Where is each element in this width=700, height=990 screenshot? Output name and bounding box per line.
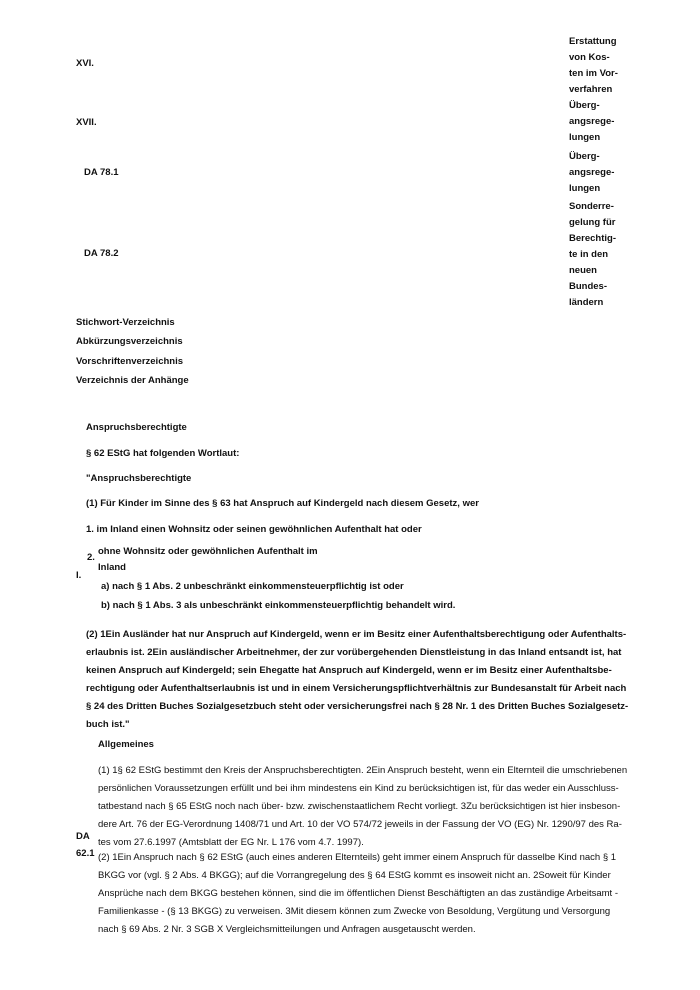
toc-da781-title — [569, 149, 614, 197]
subsection-heading: Allgemeines — [98, 739, 154, 750]
toc-da781-title-line: lungen — [569, 183, 601, 194]
law-paragraph-2-line: § 24 des Dritten Buches Sozialgesetzbuch steht oder versicherungsfrei nach § 28 Nr. 1 des Dritten Buches Sozialgesetz- — [86, 701, 629, 712]
toc-xvi-title-line: verfahren — [569, 84, 613, 95]
section-heading: Anspruchsberechtigte — [86, 422, 187, 433]
toc-xvii-number: XVII. — [76, 117, 97, 128]
toc-xvi-title-line: von Kos- — [569, 52, 610, 63]
toc-link-anhaenge[interactable]: Verzeichnis der Anhänge — [76, 374, 189, 386]
toc-link-stichwort[interactable]: Stichwort-Verzeichnis — [76, 317, 175, 328]
toc-link-vorschriften[interactable]: Vorschriftenverzeichnis — [76, 355, 184, 367]
toc-xvii-title-line: lungen — [569, 132, 601, 143]
quote-title: "Anspruchsberechtigte — [86, 473, 192, 484]
toc-da782-number: DA 78.2 — [84, 248, 119, 259]
law-item-2-text — [98, 544, 318, 576]
da-paragraph-1-line: tes vom 27.6.1997 (Amtsblatt der EG Nr. L 176 vom 4.7. 1997). — [98, 837, 364, 848]
toc-link-abkuerzungen[interactable]: Abkürzungsverzeichnis — [76, 336, 183, 348]
section-intro: § 62 EStG hat folgenden Wortlaut: — [86, 448, 240, 459]
da-paragraph-2-line: nach § 69 Abs. 2 Nr. 3 SGB X Vergleichsmitteilungen und Anfragen ausgetauscht werden. — [98, 924, 476, 935]
appendix-list — [76, 313, 189, 390]
da-paragraph-2 — [98, 849, 618, 939]
toc-da782-title-line: gelung für — [569, 217, 616, 228]
toc-da782-title-line: Sonderre- — [569, 201, 614, 212]
law-paragraph-1: (1) Für Kinder im Sinne des § 63 hat Anspruch auf Kindergeld nach diesem Gesetz, wer — [86, 498, 479, 509]
law-paragraph-2-line: buch ist." — [86, 719, 130, 730]
law-paragraph-2-line: rechtigung oder Aufenthaltserlaubnis ist und in einem Versicherungspflichtverhältnis zur Bundesanstalt für Arbeit nach — [86, 683, 627, 694]
toc-xvi-title-line: Erstattung — [569, 36, 617, 47]
toc-xvi-number: XVI. — [76, 58, 94, 69]
da-paragraph-2-line: Familienkasse - (§ 13 BKGG) zu verweisen. 3Mit diesem können zum Zwecke von Besoldung, Vergütung und Versorgung — [98, 906, 611, 917]
da-paragraph-2-line: (2) 1Ein Anspruch nach § 62 EStG (auch eines anderen Elternteils) geht immer einem Anspruch für dasselbe Kind nach § 1 — [98, 852, 617, 863]
da-paragraph-2-line: Ansprüche nach dem BKGG bestehen können, sind die im öffentlichen Dienst Beschäftigten an das zuständige Arbeitsamt - — [98, 888, 618, 899]
law-item-1: 1. im Inland einen Wohnsitz oder seinen gewöhnlichen Aufenthalt hat oder — [86, 524, 422, 535]
law-paragraph-2-line: (2) 1Ein Ausländer hat nur Anspruch auf Kindergeld, wenn er im Besitz einer Aufenthaltsberechtigung oder Aufenthalts- — [86, 629, 627, 640]
da-paragraph-2-line: BKGG vor (vgl. § 2 Abs. 4 BKGG); auf die Vorrangregelung des § 64 EStG kommt es insoweit nicht an. 2Soweit für Kinder — [98, 870, 611, 881]
toc-da782-title-line: Berechtig- — [569, 233, 616, 244]
toc-da782-title-line: neuen — [569, 265, 597, 276]
toc-xvii-title-line: Überg- — [569, 100, 600, 111]
toc-da782-title-line: Bundes- — [569, 281, 607, 292]
da-paragraph-1-line: tatbestand nach § 65 EStG noch nach über- bzw. zwischenstaatlichem Recht vorliegt. 3Zu berücksichtigen ist hier insbeson- — [98, 801, 621, 812]
law-item-2a: a) nach § 1 Abs. 2 unbeschränkt einkommensteuerpflichtig ist oder — [101, 581, 404, 592]
da-paragraph-1-line: dere Art. 76 der EG-Verordnung 1408/71 und Art. 10 der VO 574/72 jeweils in der Fassung der VO (EG) Nr. 1290/97 des Ra- — [98, 819, 622, 830]
law-paragraph-2 — [86, 626, 628, 734]
law-item-2-number: 2. — [87, 552, 95, 563]
da-marker-line: 62.1 — [76, 848, 95, 859]
law-item-2-line: ohne Wohnsitz oder gewöhnlichen Aufenthalt im — [98, 546, 318, 557]
toc-da781-number: DA 78.1 — [84, 167, 119, 178]
da-marker-line: DA — [76, 831, 90, 842]
toc-da781-title-line: angsrege- — [569, 167, 615, 178]
da-paragraph-1-line: persönlichen Voraussetzungen erfüllt und bei ihm mindestens ein Kind zu berücksichtigen ist, für das weder ein Ausschluss- — [98, 783, 619, 794]
toc-xvii-title-line: angsrege- — [569, 116, 615, 127]
da-paragraph-1-line: (1) 1§ 62 EStG bestimmt den Kreis der Anspruchsberechtigten. 2Ein Anspruch besteht, wenn ein Elternteil die umschriebenen — [98, 765, 628, 776]
toc-da782-title — [569, 199, 616, 311]
toc-da781-title-line: Überg- — [569, 151, 600, 162]
da-62-1-marker — [76, 828, 95, 862]
toc-xvi-title — [569, 34, 618, 98]
law-paragraph-2-line: keinen Anspruch auf Kindergeld; sein Ehegatte hat Anspruch auf Kindergeld, wenn er im Besitz einer Aufenthaltsbe- — [86, 665, 612, 676]
law-item-2b: b) nach § 1 Abs. 3 als unbeschränkt einkommensteuerpflichtig behandelt wird. — [101, 600, 456, 611]
da-paragraph-1 — [98, 762, 627, 852]
section-marker: I. — [76, 570, 82, 581]
toc-xvii-title — [569, 98, 614, 146]
toc-da782-title-line: ländern — [569, 297, 604, 308]
law-item-2-line: Inland — [98, 562, 126, 573]
law-paragraph-2-line: erlaubnis ist. 2Ein ausländischer Arbeitnehmer, der zur vorübergehenden Dienstleistung in das Inland entsandt ist, hat — [86, 647, 622, 658]
toc-xvi-title-line: ten im Vor- — [569, 68, 618, 79]
toc-da782-title-line: te in den — [569, 249, 609, 260]
